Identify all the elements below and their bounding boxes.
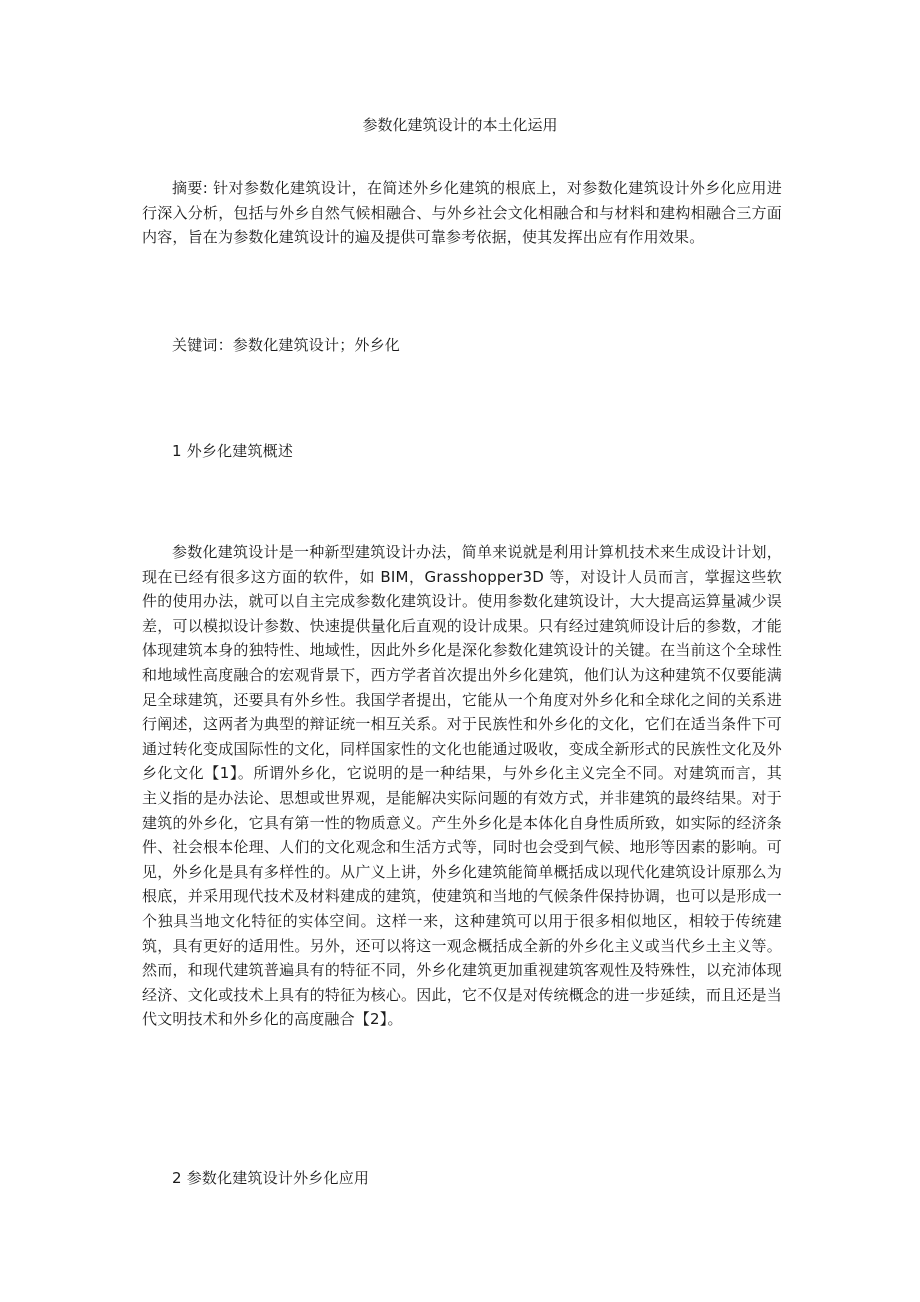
section-2-heading: [142, 1166, 782, 1191]
keywords-line: [142, 333, 782, 358]
keywords-text: 关键词：参数化建筑设计；外乡化: [172, 336, 401, 354]
document-title: 参数化建筑设计的本土化运用: [362, 116, 558, 134]
section-1-heading: [142, 439, 782, 464]
section-1-body-text: 参数化建筑设计是一种新型建筑设计办法，简单来说就是利用计算机技术来生成设计计划，现在已经有很多这方面的软件，如 BIM，Grasshopper3D 等，对设计人员而言，掌握这些软件的使用办法，就可以自主完成参数化建筑设计。使用参数化建筑设计，大大提高运算量减少误差，可以模拟设计参数、快速提供量化后直观的设计成果。只有经过建筑师设计后的参数，才能体现建筑本身的独特性、地域性，因此外乡化是深化参数化建筑设计的关键。在当前这个全球性和地域性高度融合的宏观背景下，西方学者首次提出外乡化建筑，他们认为这种建筑不仅要能满足全球建筑，还要具有外乡性。我国学者提出，它能从一个角度对外乡化和全球化之间的关系进行阐述，这两者为典型的辩证统一相互关系。对于民族性和外乡化的文化，它们在适当条件下可通过转化变成国际性的文化，同样国家性的文化也能通过吸收，变成全新形式的民族性文化及外乡化文化【1】。所谓外乡化，它说明的是一种结果，与外乡化主义完全不同。对建筑而言，其主义指的是办法论、思想或世界观，是能解决实际问题的有效方式，并非建筑的最终结果。对于建筑的外乡化，它具有第一性的物质意义。产生外乡化是本体化自身性质所致，如实际的经济条件、社会根本伦理、人们的文化观念和生活方式等，同时也会受到气候、地形等因素的影响。可见，外乡化是具有多样性的。从广义上讲，外乡化建筑能简单概括成以现代化建筑设计原那么为根底，并采用现代技术及材料建成的建筑，使建筑和当地的气候条件保持协调，也可以是形成一个独具当地文化特征的实体空间。这样一来，这种建筑可以用于很多相似地区，相较于传统建筑，具有更好的适用性。另外，还可以将这一观念概括成全新的外乡化主义或当代乡土主义等。然而，和现代建筑普遍具有的特征不同，外乡化建筑更加重视建筑客观性及特殊性，以充沛体现经济、文化或技术上具有的特征为核心。因此，它不仅是对传统概念的进一步延续，而且还是当代文明技术和外乡化的高度融合【2】。: [142, 543, 782, 1029]
section-1-body: [142, 540, 782, 1032]
abstract-text: 摘要: 针对参数化建筑设计，在简述外乡化建筑的根底上，对参数化建筑设计外乡化应用进行深入分析，包括与外乡自然气候相融合、与外乡社会文化相融合和与材料和建构相融合三方面内容，旨在为参数化建筑设计的遍及提供可靠参考依据，使其发挥出应有作用效果。: [142, 179, 782, 246]
abstract-paragraph: [142, 176, 782, 250]
section-2-heading-text: 2 参数化建筑设计外乡化应用: [172, 1169, 370, 1187]
section-1-heading-text: 1 外乡化建筑概述: [172, 442, 294, 460]
